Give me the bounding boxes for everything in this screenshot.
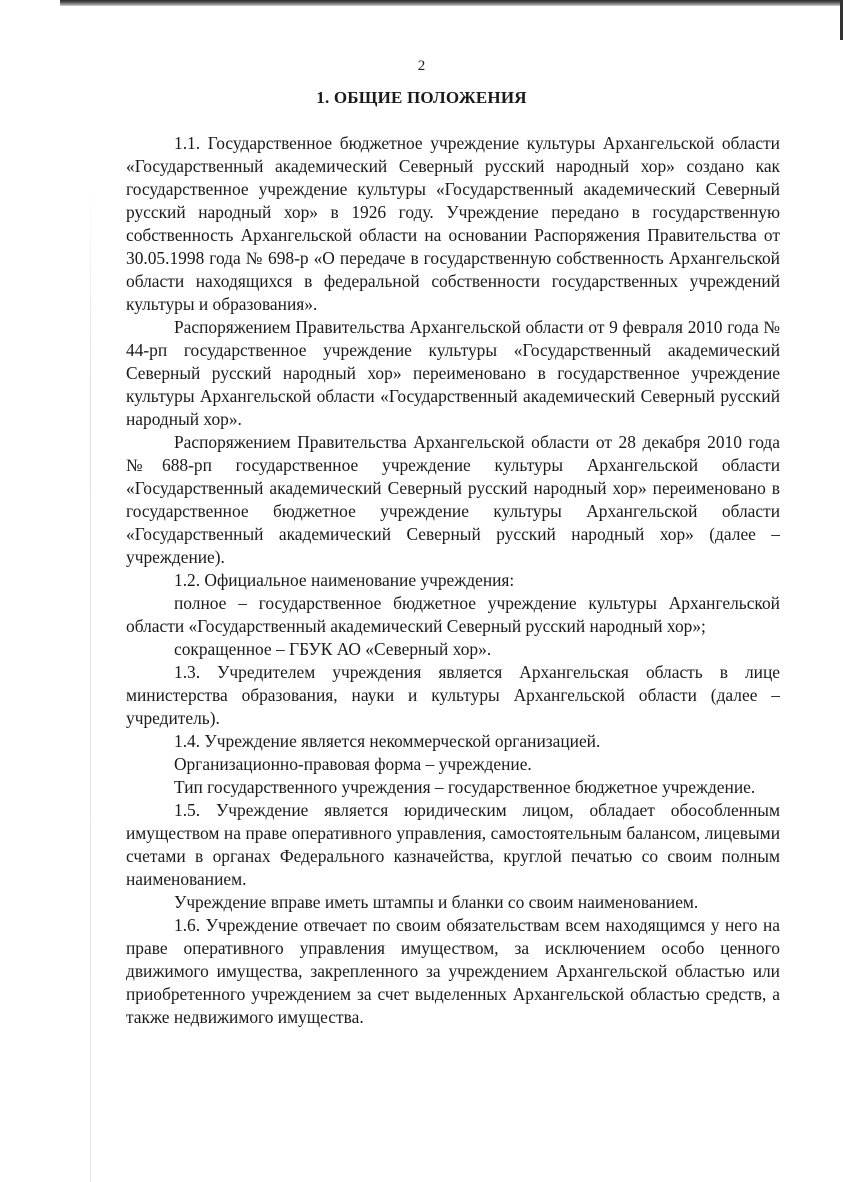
document-body xyxy=(126,132,780,1029)
paragraph-1-2: 1.2. Официальное наименование учреждения: xyxy=(174,570,515,590)
paragraph-full-name: полное – государственное бюджетное учреждение культуры Архангельской области «Государственный академический Северный русский народный хор»; xyxy=(126,593,780,636)
paragraph-short-name: сокращенное – ГБУК АО «Северный хор». xyxy=(174,639,492,659)
section-heading: 1. ОБЩИЕ ПОЛОЖЕНИЯ xyxy=(316,88,527,107)
paragraph-legal-form: Организационно-правовая форма – учреждение. xyxy=(174,754,532,774)
paragraph-1-1: 1.1. Государственное бюджетное учреждение культуры Архангельской области «Государственный академический Северный русский народный хор» создано как государственное учреждение культуры «Государственный академический Северный русский народный хор» в 1926 году. Учреждение передано в государственную собственность Архангельской области на основании Распоряжения Правительства от 30.05.1998 года № 698-р «О передаче в государственную собственность Архангельской области находящихся в федеральной собственности государственных учреждений культуры и образования». xyxy=(126,133,780,314)
paragraph-1-6: 1.6. Учреждение отвечает по своим обязательствам всем находящимся у него на праве оперативного управления имуществом, за исключением особо ценного движимого имущества, закрепленного за учреждением Архангельской областью или приобретенного учреждением за счет выделенных Архангельской областью средств, а также недвижимого имущества. xyxy=(126,915,780,1027)
scan-top-edge xyxy=(60,0,843,6)
paragraph-1-3: 1.3. Учредителем учреждения является Архангельская область в лице министерства образования, науки и культуры Архангельской области (далее – учредитель). xyxy=(126,662,780,728)
paragraph-1-5: 1.5. Учреждение является юридическим лицом, обладает обособленным имуществом на праве оперативного управления, самостоятельным балансом, лицевыми счетами в органах Федерального казначейства, круглой печатью со своим полным наименованием. xyxy=(126,800,780,889)
paragraph-renaming-2010-feb: Распоряжением Правительства Архангельской области от 9 февраля 2010 года № 44-рп государственное учреждение культуры «Государственный академический Северный русский народный хор» переименовано в государственное учреждение культуры Архангельской области «Государственный академический Северный русский народный хор». xyxy=(126,317,780,429)
page-number: 2 xyxy=(417,58,426,74)
paragraph-institution-type: Тип государственного учреждения – государственное бюджетное учреждение. xyxy=(174,777,756,797)
paragraph-stamps: Учреждение вправе иметь штампы и бланки со своим наименованием. xyxy=(174,892,699,912)
paragraph-1-4: 1.4. Учреждение является некоммерческой организацией. xyxy=(174,731,601,751)
scan-left-fold-line xyxy=(90,180,91,1182)
paragraph-renaming-2010-dec: Распоряжением Правительства Архангельской области от 28 декабря 2010 года №688-рп государственное учреждение культуры Архангельской области «Государственный академический Северный русский народный хор» переименовано в государственное бюджетное учреждение культуры Архангельской области «Государственный академический Северный русский народный хор» (далее – учреждение). xyxy=(126,432,780,567)
